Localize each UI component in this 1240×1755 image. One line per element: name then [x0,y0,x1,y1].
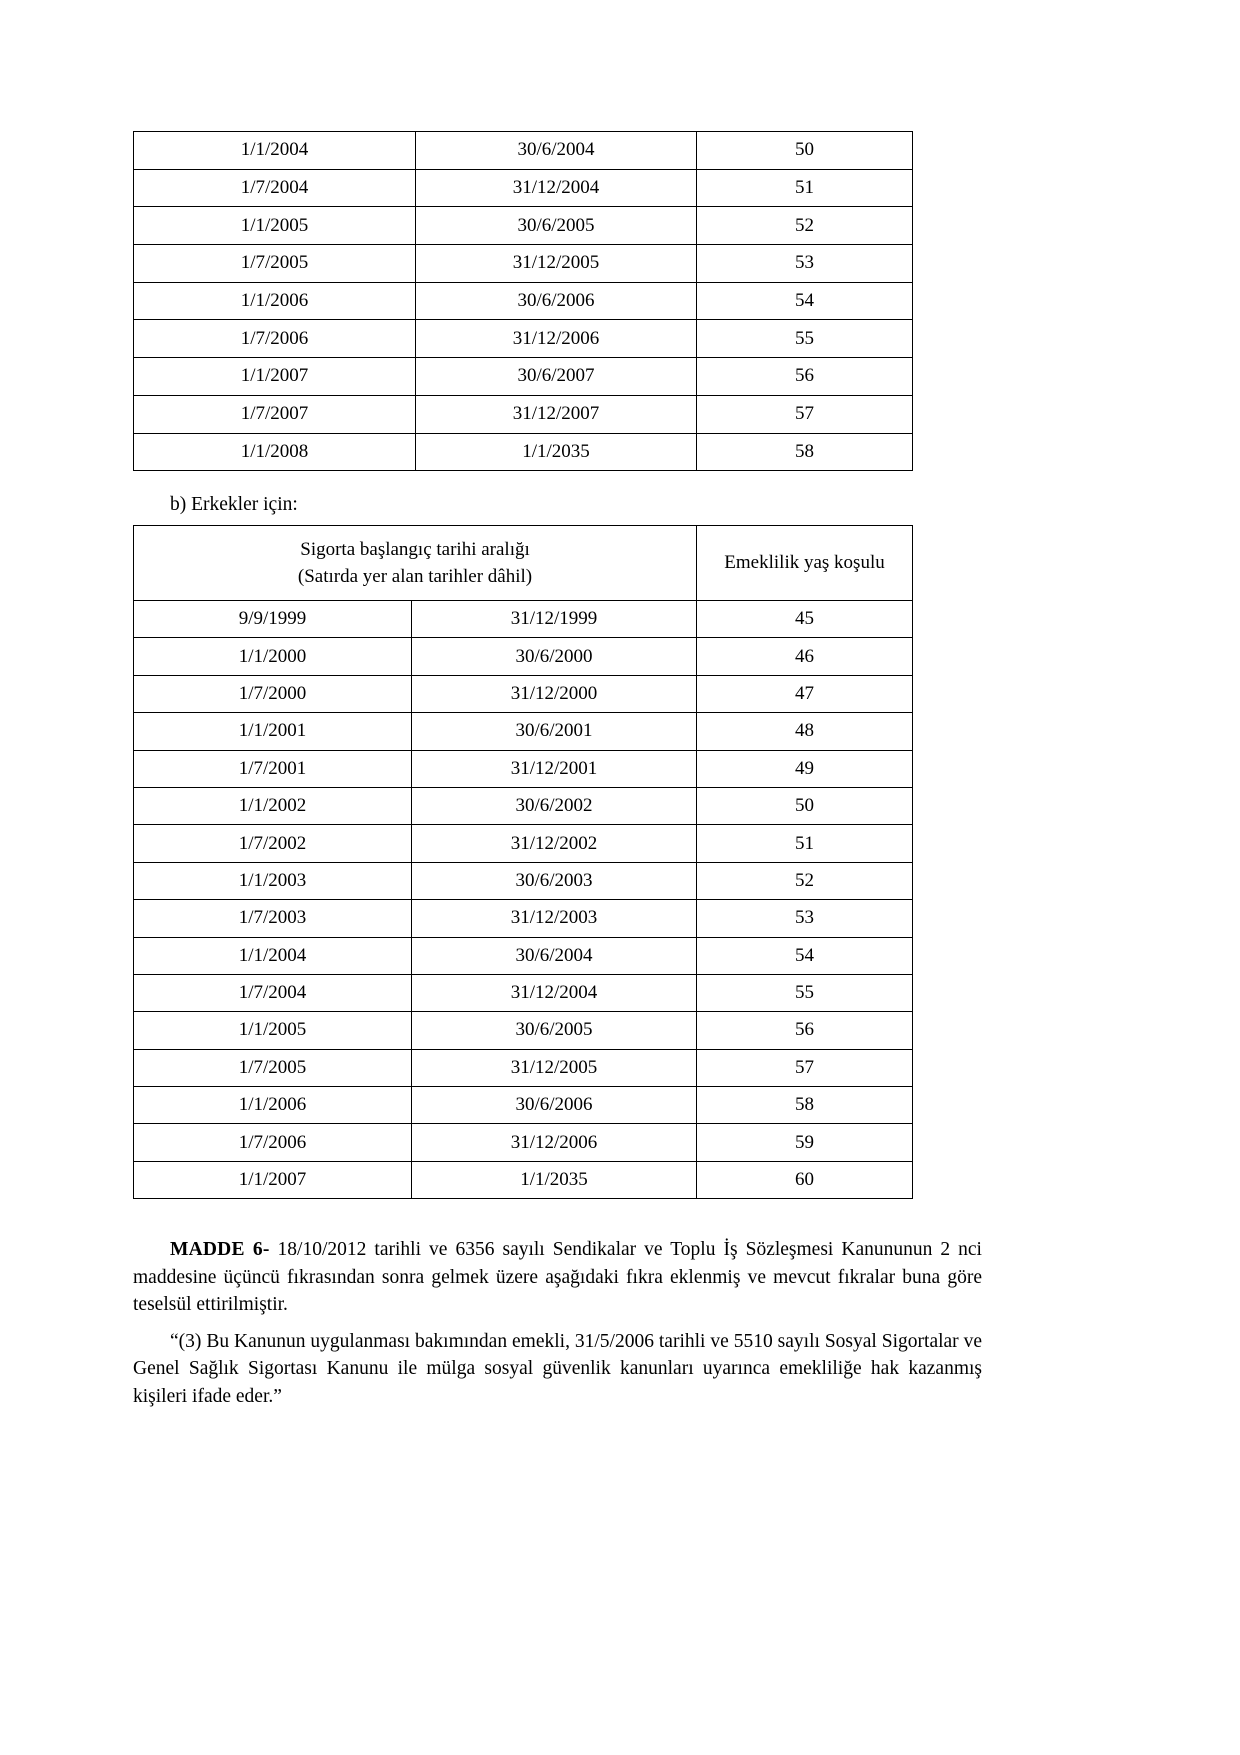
table-cell: 31/12/1999 [412,601,697,638]
table-cell: 31/12/2005 [416,245,697,283]
table-cell: 31/12/2002 [412,825,697,862]
table-cell: 31/12/2004 [416,169,697,207]
table-cell: 31/12/2001 [412,750,697,787]
table-row [134,1087,913,1124]
madde-6-label: MADDE 6- [170,1239,270,1260]
table-body [134,132,913,471]
table-cell: 30/6/2004 [412,937,697,974]
table-row [134,638,913,675]
table-cell: 1/7/2005 [134,1049,412,1086]
table-row [134,320,913,358]
table-cell: 1/7/2002 [134,825,412,862]
table-cell: 58 [697,1087,913,1124]
table-cell: 30/6/2002 [412,787,697,824]
madde-6-text: 18/10/2012 tarihli ve 6356 sayılı Sendikalar ve Toplu İş Sözleşmesi Kanununun 2 nci maddesine üçüncü fıkrasından sonra gelmek üzere aşağıdaki fıkra eklenmiş ve mevcut fıkralar buna göre teselsül ettirilmiştir. [133,1239,982,1315]
table-cell: 1/1/2007 [134,358,416,396]
paragraph-fikra-3: “(3) Bu Kanunun uygulanması bakımından emekli, 31/5/2006 tarihli ve 5510 sayılı Sosyal Sigortalar ve Genel Sağlık Sigortası Kanunu ile mülga sosyal güvenlik kanunları uyarınca emekliliğe hak kazanmış kişileri ifade eder.” [133,1330,982,1407]
table-row [134,358,913,396]
header-range-line2: (Satırda yer alan tarihler dâhil) [297,566,533,587]
table-cell: 1/1/2003 [134,862,412,899]
table-cell: 31/12/2006 [412,1124,697,1161]
table-row [134,282,913,320]
table-cell: 1/7/2001 [134,750,412,787]
table-cell: 45 [697,601,913,638]
table-cell: 58 [697,433,913,471]
table-row [134,900,913,937]
table-cell: 1/7/2006 [134,1124,412,1161]
table-cell: 31/12/2004 [412,974,697,1011]
table-cell: 50 [697,132,913,170]
table-cell: 1/1/2005 [134,1012,412,1049]
header-range-line1: Sigorta başlangıç tarihi aralığı [300,539,530,560]
table-row [134,675,913,712]
table-row [134,937,913,974]
table-cell: 55 [697,320,913,358]
table-cell: 30/6/2005 [416,207,697,245]
table-cell: 46 [697,638,913,675]
table-row [134,713,913,750]
table-cell: 1/1/2006 [134,1087,412,1124]
table-cell: 1/1/2002 [134,787,412,824]
header-retirement-age-condition: Emeklilik yaş koşulu [697,526,913,601]
table-cell: 30/6/2007 [416,358,697,396]
table-cell: 50 [697,787,913,824]
table-row [134,862,913,899]
table-row [134,169,913,207]
table-row [134,601,913,638]
header-insurance-start-range [134,526,697,601]
table-cell: 51 [697,825,913,862]
table-cell: 30/6/2006 [416,282,697,320]
table-cell: 53 [697,900,913,937]
table-row [134,1049,913,1086]
table-cell: 1/1/2004 [134,937,412,974]
table-row [134,395,913,433]
paragraph-madde-6 [133,1236,982,1319]
table-cell: 48 [697,713,913,750]
table-cell: 56 [697,1012,913,1049]
table-cell: 1/1/2004 [134,132,416,170]
table-cell: 57 [697,1049,913,1086]
table-cell: 1/7/2007 [134,395,416,433]
table-body [134,601,913,1199]
table-cell: 30/6/2000 [412,638,697,675]
retirement-age-table-men [133,525,913,1199]
table-cell: 30/6/2005 [412,1012,697,1049]
table-row [134,825,913,862]
table-cell: 31/12/2000 [412,675,697,712]
table-cell: 30/6/2003 [412,862,697,899]
table-cell: 1/1/2006 [134,282,416,320]
table-cell: 31/12/2007 [416,395,697,433]
table-cell: 57 [697,395,913,433]
table-header-row [134,526,913,601]
table-cell: 1/1/2035 [416,433,697,471]
retirement-age-table-women-continued [133,131,913,471]
table-cell: 60 [697,1161,913,1198]
table-row [134,1124,913,1161]
table-row [134,974,913,1011]
table-cell: 1/1/2005 [134,207,416,245]
table-row [134,1012,913,1049]
table-cell: 55 [697,974,913,1011]
table-cell: 30/6/2006 [412,1087,697,1124]
table-cell: 31/12/2005 [412,1049,697,1086]
table-cell: 54 [697,282,913,320]
table-cell: 1/1/2007 [134,1161,412,1198]
table-cell: 1/1/2001 [134,713,412,750]
table-row [134,787,913,824]
table-cell: 30/6/2001 [412,713,697,750]
table-cell: 1/7/2003 [134,900,412,937]
table-cell: 56 [697,358,913,396]
table-cell: 53 [697,245,913,283]
table-cell: 54 [697,937,913,974]
table-cell: 49 [697,750,913,787]
table-cell: 52 [697,862,913,899]
table-row [134,1161,913,1198]
table-cell: 47 [697,675,913,712]
table-cell: 1/1/2008 [134,433,416,471]
table-row [134,245,913,283]
section-label-men: b) Erkekler için: [170,494,298,515]
table-cell: 1/7/2004 [134,974,412,1011]
table-cell: 1/1/2000 [134,638,412,675]
table-cell: 51 [697,169,913,207]
table-cell: 59 [697,1124,913,1161]
table-row [134,207,913,245]
table-cell: 30/6/2004 [416,132,697,170]
table-cell: 52 [697,207,913,245]
table-cell: 1/7/2000 [134,675,412,712]
table-row [134,433,913,471]
table-cell: 1/7/2006 [134,320,416,358]
table-cell: 1/1/2035 [412,1161,697,1198]
table-row [134,132,913,170]
table-header [134,526,913,601]
table-cell: 31/12/2006 [416,320,697,358]
table-cell: 9/9/1999 [134,601,412,638]
table-cell: 1/7/2005 [134,245,416,283]
table-row [134,750,913,787]
table-cell: 31/12/2003 [412,900,697,937]
article-text-block [133,1236,982,1410]
table-cell: 1/7/2004 [134,169,416,207]
